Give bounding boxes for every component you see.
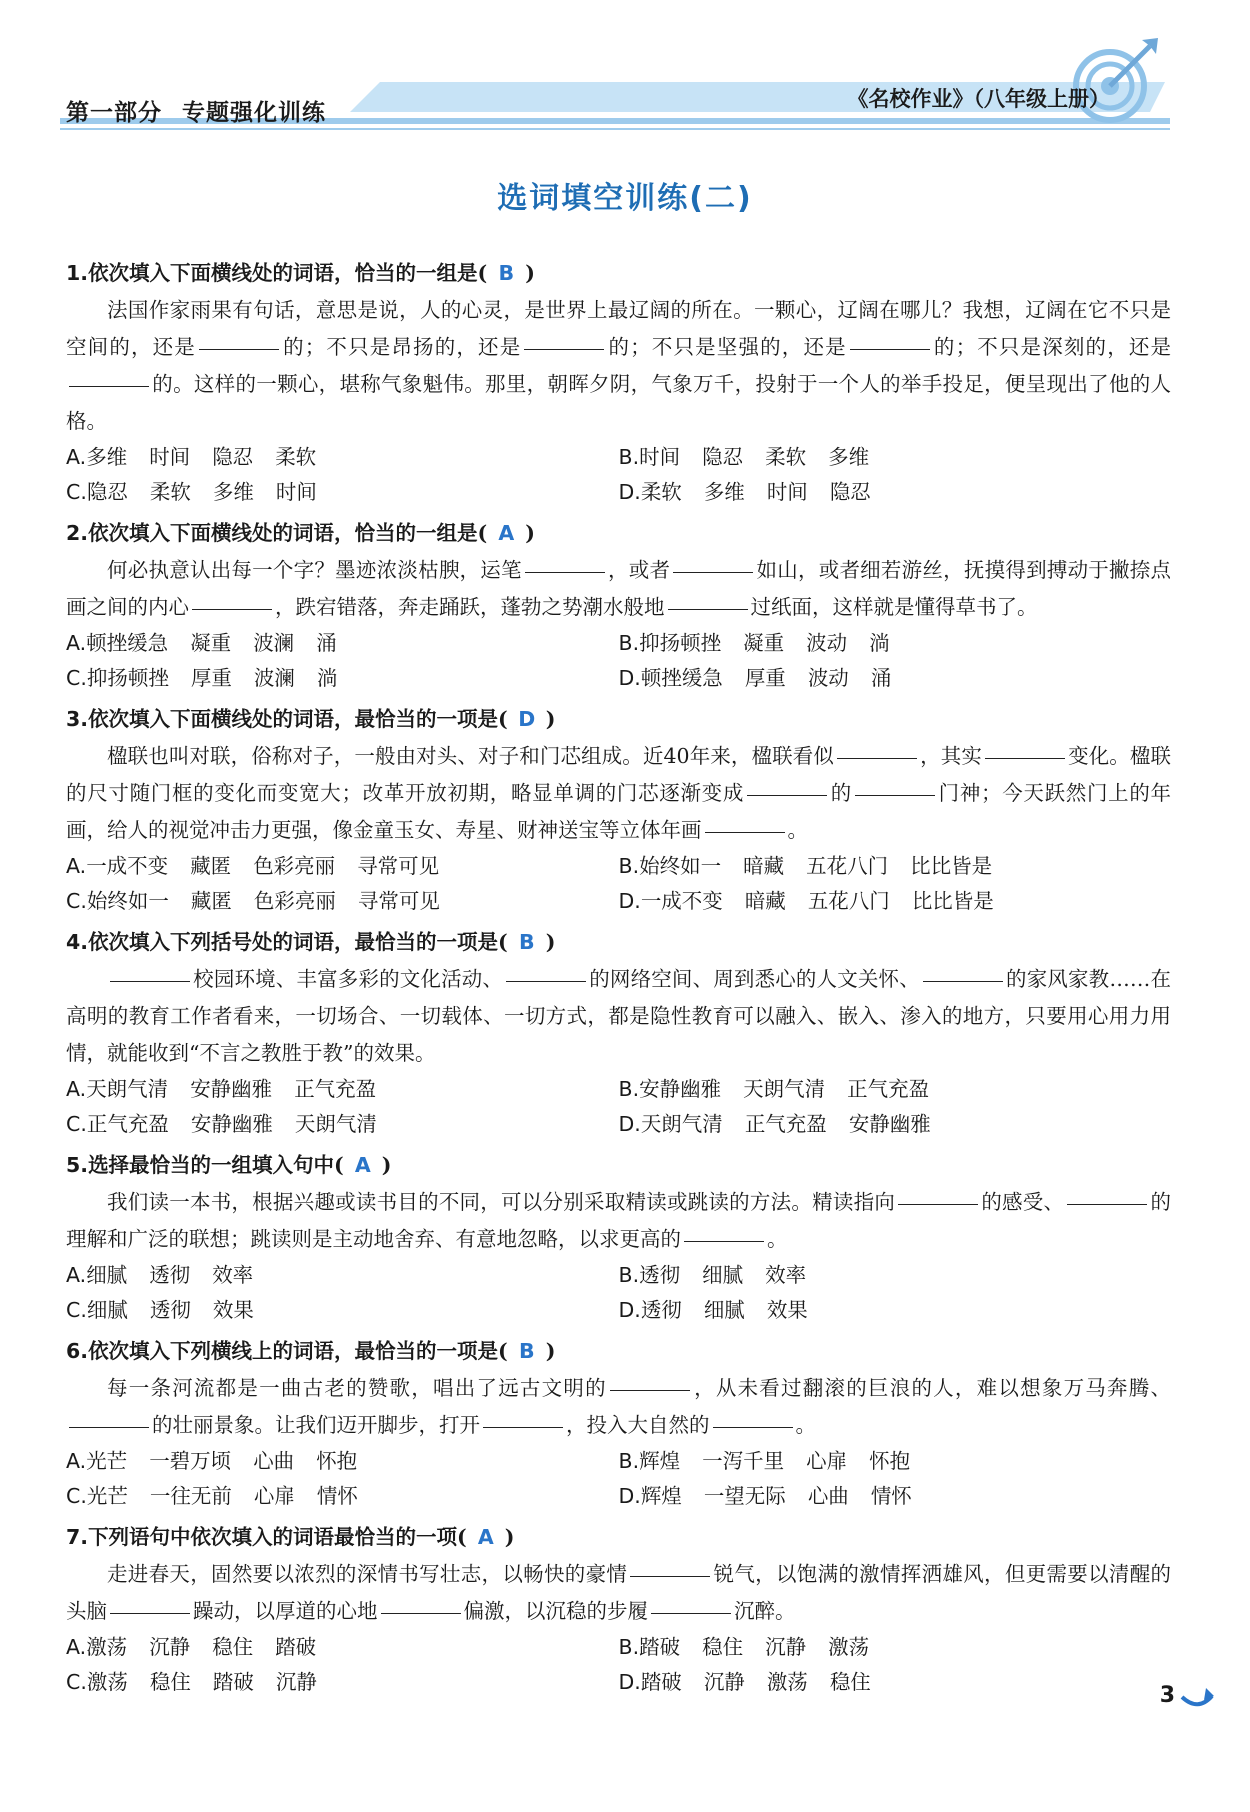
question-7 [66,1518,1171,1700]
passage-segment: 走进春天，固然要以浓烈的深情书写壮志，以畅快的豪情 [107,1562,628,1586]
option-label: B. [618,1077,640,1101]
option-word: 色彩亮丽 [253,889,336,913]
question-stem [66,1146,1171,1184]
option-word: 时间 [639,445,681,469]
passage-segment: 的家风家教……在高明的教育工作者看来，一切场合、一切载体、一切方式，都是隐性教育可以融入、嵌入、渗入的地方，只要用心用力用情，就能收到“不言之教胜于教”的效果。 [66,967,1172,1065]
option-word: 凝重 [743,631,785,655]
option-word: 沉静 [703,1670,745,1694]
option-word: 效率 [212,1263,254,1287]
option-word: 波动 [807,666,849,690]
passage-segment: 何必执意认出每一个字？墨迹浓淡枯腴，运笔 [107,558,522,582]
question-2 [66,514,1171,696]
option-label: A. [66,854,87,878]
passage-segment: 。 [787,818,808,842]
option-word: 始终如一 [86,889,169,913]
answer-mark: A [354,1153,371,1177]
option-word: 安静幽雅 [848,1112,931,1136]
option-word: 多维 [828,445,870,469]
option-word: 寻常可见 [357,889,440,913]
option-word: 细腻 [702,1263,744,1287]
fill-blank [713,1426,793,1428]
option-c [66,475,619,510]
page-header [0,0,1250,140]
fill-blank [610,1389,690,1391]
question-text-end: ) [504,1525,515,1549]
question-passage [66,1184,1171,1258]
header-section-label [66,94,326,127]
question-text-end: ) [545,707,556,731]
option-b [619,1072,1172,1107]
passage-segment: 楹联也叫对联，俗称对子，一般由对头、对子和门芯组成。近40年来，楹联看似 [107,744,834,768]
passage-segment: 的；不只是昂扬的，还是 [281,335,522,359]
option-word: 效果 [212,1298,254,1322]
options [66,1630,1171,1700]
answer-mark: A [498,521,515,545]
passage-segment: 如山，或者细若游丝，抚摸得到搏动于撇捺点画之间的内心 [66,558,1172,619]
question-passage [66,961,1171,1072]
question-passage [66,1556,1171,1630]
passage-segment: ，其实 [920,744,982,768]
page-title: 选词填空训练(二) [497,181,753,216]
option-c [66,1665,619,1700]
option-word: 辉煌 [639,1449,681,1473]
option-word: 比比皆是 [910,854,993,878]
option-word: 天朗气清 [294,1112,377,1136]
passage-segment: ，跌宕错落，奔走踊跃，蓬勃之势潮水般地 [275,595,665,619]
passage-segment: ，从未看过翻滚的巨浪的人，难以想象万马奔腾、 [692,1376,1172,1400]
question-5 [66,1146,1171,1328]
page-number: 3 [1159,1683,1175,1708]
passage-segment: 偏激，以沉稳的步履 [463,1599,648,1623]
option-word: 顿挫缓急 [86,631,169,655]
question-number: 5. [66,1153,89,1177]
option-label: C. [66,889,87,913]
option-word: 正气充盈 [294,1077,377,1101]
option-word: 多维 [703,480,745,504]
option-c [66,1479,619,1514]
question-text-end: ) [545,1339,556,1363]
option-c [66,884,619,919]
fill-blank [668,608,748,610]
question-number: 7. [66,1525,89,1549]
options [66,440,1171,510]
option-word: 藏匿 [190,854,232,878]
option-word: 透彻 [149,1263,191,1287]
option-a [66,1630,619,1665]
option-label: A. [66,631,87,655]
fill-blank [483,1426,563,1428]
passage-segment: 的感受、 [981,1190,1065,1214]
fill-blank [69,1426,149,1428]
question-list [66,254,1171,1704]
option-word: 柔软 [275,445,317,469]
arrow-icon [1180,1682,1216,1712]
option-word: 暗藏 [743,854,785,878]
options [66,849,1171,919]
header-part: 第一部分 [66,100,162,126]
passage-segment: 沉醉。 [734,1599,796,1623]
option-label: D. [618,1298,641,1322]
question-text: 依次填入下面横线处的词语，最恰当的一项是( [88,707,508,731]
passage-segment: 躁动，以厚道的心地 [193,1599,378,1623]
answer-mark: B [518,930,535,954]
options [66,1072,1171,1142]
fill-blank [898,1203,978,1205]
option-b [619,1630,1172,1665]
passage-segment: 的。这样的一颗心，堪称气象魁伟。那里，朝晖夕阴，气象万千，投射于一个人的举手投足，便呈现出了他的人格。 [66,372,1171,433]
question-stem [66,923,1171,961]
options [66,1258,1171,1328]
option-word: 顿挫缓急 [640,666,723,690]
option-word: 厚重 [190,666,232,690]
option-label: C. [66,1670,87,1694]
fill-blank [525,571,605,573]
option-word: 激荡 [86,1635,128,1659]
option-word: 寻常可见 [357,854,440,878]
fill-blank [69,385,149,387]
answer-mark: B [498,261,515,285]
option-word: 效果 [766,1298,808,1322]
answer-mark: A [477,1525,494,1549]
option-d [619,1665,1172,1700]
option-word: 涌 [316,631,337,655]
passage-segment: 的理解和广泛的联想；跳读则是主动地舍弃、有意地忽略，以求更高的 [66,1190,1172,1251]
option-word: 淌 [869,631,890,655]
fill-blank [985,757,1065,759]
fill-blank [673,571,753,573]
option-d [619,884,1172,919]
option-word: 激荡 [86,1670,128,1694]
option-label: A. [66,1635,87,1659]
question-text: 依次填入下列括号处的词语，最恰当的一项是( [88,930,508,954]
option-b [619,849,1172,884]
answer-mark: B [518,1339,535,1363]
option-word: 安静幽雅 [190,1112,273,1136]
question-number: 4. [66,930,89,954]
question-number: 1. [66,261,89,285]
option-word: 凝重 [190,631,232,655]
option-word: 稳住 [212,1635,254,1659]
option-word: 一泻千里 [702,1449,785,1473]
option-word: 情怀 [870,1484,912,1508]
option-word: 激荡 [766,1670,808,1694]
fill-blank [110,1612,190,1614]
option-word: 五花八门 [806,854,889,878]
fill-blank [651,1612,731,1614]
header-book-title: 《名校作业》（八年级上册） [847,87,1110,111]
fill-blank [381,1612,461,1614]
option-word: 柔软 [640,480,682,504]
option-word: 藏匿 [190,889,232,913]
option-word: 隐忍 [829,480,871,504]
option-word: 心扉 [253,1484,295,1508]
option-label: D. [618,1112,641,1136]
option-label: D. [618,666,641,690]
option-label: D. [618,1670,641,1694]
option-label: A. [66,1077,87,1101]
option-label: B. [618,445,640,469]
option-word: 光芒 [86,1484,128,1508]
option-label: C. [66,666,87,690]
option-label: A. [66,1263,87,1287]
option-word: 天朗气清 [743,1077,826,1101]
passage-segment: ，投入大自然的 [566,1413,710,1437]
question-passage [66,1370,1171,1444]
option-d [619,1107,1172,1142]
question-passage [66,552,1171,626]
fill-blank [630,1575,710,1577]
option-label: C. [66,1484,87,1508]
option-word: 一往无前 [149,1484,232,1508]
option-word: 稳住 [149,1670,191,1694]
passage-segment: 过纸面，这样就是懂得草书了。 [750,595,1038,619]
option-d [619,475,1172,510]
question-stem [66,700,1171,738]
option-label: B. [618,1449,640,1473]
option-word: 正气充盈 [86,1112,169,1136]
option-word: 激荡 [828,1635,870,1659]
option-label: B. [618,1635,640,1659]
option-a [66,849,619,884]
option-word: 时间 [766,480,808,504]
passage-segment: ，或者 [607,558,671,582]
option-word: 透彻 [149,1298,191,1322]
option-c [66,1293,619,1328]
option-word: 怀抱 [869,1449,911,1473]
question-stem [66,254,1171,292]
option-word: 柔软 [149,480,191,504]
option-word: 稳住 [702,1635,744,1659]
option-word: 一成不变 [640,889,723,913]
option-word: 辉煌 [640,1484,682,1508]
option-label: D. [618,889,641,913]
question-passage [66,292,1171,440]
question-stem [66,1518,1171,1556]
option-word: 多维 [86,445,128,469]
option-word: 五花八门 [807,889,890,913]
option-word: 心扉 [806,1449,848,1473]
question-stem [66,1332,1171,1370]
question-text-end: ) [525,261,535,285]
option-word: 波动 [806,631,848,655]
passage-segment: 锐气，以饱满的激情挥洒雄风，但更需要以清醒的头脑 [66,1562,1172,1623]
passage-segment: 变化。楹联的尺寸随门框的变化而变宽大；改革开放初期，略显单调的门芯逐渐变成 [66,744,1172,805]
option-word: 天朗气清 [86,1077,169,1101]
question-number: 2. [66,521,89,545]
option-word: 时间 [275,480,317,504]
option-word: 细腻 [86,1298,128,1322]
fill-blank [199,348,279,350]
option-label: A. [66,445,87,469]
fill-blank [524,348,604,350]
passage-segment: 的网络空间、周到悉心的人文关怀、 [589,967,920,991]
question-text: 选择最恰当的一组填入句中( [88,1153,344,1177]
option-label: B. [618,631,640,655]
option-a [66,1258,619,1293]
option-c [66,661,619,696]
option-word: 抑扬顿挫 [86,666,169,690]
option-b [619,626,1172,661]
option-word: 一望无际 [703,1484,786,1508]
option-word: 波澜 [253,631,295,655]
option-word: 心曲 [807,1484,849,1508]
option-label: C. [66,480,87,504]
option-word: 暗藏 [744,889,786,913]
option-a [66,626,619,661]
options [66,626,1171,696]
option-word: 一碧万顷 [149,1449,232,1473]
option-word: 色彩亮丽 [253,854,336,878]
header-topic: 专题强化训练 [182,100,326,126]
question-passage [66,738,1171,849]
option-label: D. [618,480,641,504]
fill-blank [192,608,272,610]
option-label: C. [66,1298,87,1322]
option-word: 沉静 [149,1635,191,1659]
option-d [619,1479,1172,1514]
option-label: B. [618,1263,640,1287]
option-a [66,440,619,475]
option-word: 时间 [149,445,191,469]
option-word: 安静幽雅 [639,1077,722,1101]
option-word: 沉静 [275,1670,317,1694]
options [66,1444,1171,1514]
option-word: 抑扬顿挫 [639,631,722,655]
option-word: 光芒 [86,1449,128,1473]
option-word: 踏破 [275,1635,317,1659]
passage-segment: 的；不只是坚强的，还是 [607,335,847,359]
question-4 [66,923,1171,1142]
passage-segment: 的壮丽景象。让我们迈开脚步，打开 [152,1413,480,1437]
option-word: 心曲 [253,1449,295,1473]
question-text-end: ) [545,930,556,954]
option-word: 隐忍 [212,445,254,469]
option-word: 波澜 [253,666,295,690]
question-3 [66,700,1171,919]
option-word: 踏破 [640,1670,682,1694]
option-a [66,1444,619,1479]
option-word: 效率 [765,1263,807,1287]
option-word: 隐忍 [86,480,128,504]
passage-segment: 每一条河流都是一曲古老的赞歌，唱出了远古文明的 [107,1376,607,1400]
option-a [66,1072,619,1107]
fill-blank [506,980,586,982]
option-d [619,1293,1172,1328]
option-b [619,1258,1172,1293]
question-text-end: ) [525,521,535,545]
passage-segment: 的；不只是深刻的，还是 [932,335,1172,359]
option-word: 透彻 [639,1263,681,1287]
option-b [619,1444,1172,1479]
question-1 [66,254,1171,510]
fill-blank [923,980,1003,982]
fill-blank [747,794,827,796]
option-word: 稳住 [829,1670,871,1694]
question-text-end: ) [381,1153,392,1177]
passage-segment: 。 [767,1227,788,1251]
option-word: 隐忍 [702,445,744,469]
option-label: C. [66,1112,87,1136]
option-word: 正气充盈 [744,1112,827,1136]
fill-blank [684,1240,764,1242]
option-word: 细腻 [86,1263,128,1287]
question-number: 6. [66,1339,89,1363]
fill-blank [855,794,935,796]
option-word: 一成不变 [86,854,169,878]
option-word: 始终如一 [639,854,722,878]
option-word: 多维 [212,480,254,504]
answer-mark: D [518,707,536,731]
question-text: 依次填入下面横线处的词语，恰当的一组是( [88,521,488,545]
passage-segment: 门神；今天跃然门上的年画，给人的视觉冲击力更强，像金童玉女、寿星、财神送宝等立体年画 [66,781,1172,842]
passage-segment: 法国作家雨果有句话，意思是说，人的心灵，是世界上最辽阔的所在。一颗心，辽阔在哪儿？我想，辽阔在它不只是空间的，还是 [66,298,1171,359]
option-word: 厚重 [744,666,786,690]
question-text: 下列语句中依次填入的词语最恰当的一项( [88,1525,467,1549]
fill-blank [110,980,190,982]
option-word: 踏破 [212,1670,254,1694]
option-word: 安静幽雅 [190,1077,273,1101]
question-number: 3. [66,707,89,731]
option-word: 淌 [316,666,338,690]
fill-blank [1067,1203,1147,1205]
option-word: 正气充盈 [847,1077,930,1101]
option-word: 比比皆是 [911,889,994,913]
fill-blank [850,348,930,350]
fill-blank [705,831,785,833]
passage-segment: 的 [830,781,852,805]
option-word: 情怀 [316,1484,358,1508]
option-label: A. [66,1449,87,1473]
question-text: 依次填入下列横线上的词语，最恰当的一项是( [88,1339,508,1363]
passage-segment: 校园环境、丰富多彩的文化活动、 [193,967,504,991]
fill-blank [837,757,917,759]
option-word: 踏破 [639,1635,681,1659]
option-c [66,1107,619,1142]
passage-segment: 。 [795,1413,816,1437]
option-word: 柔软 [765,445,807,469]
option-label: D. [618,1484,641,1508]
option-d [619,661,1172,696]
question-6 [66,1332,1171,1514]
option-word: 天朗气清 [640,1112,723,1136]
option-word: 涌 [870,666,892,690]
option-word: 细腻 [703,1298,745,1322]
option-word: 沉静 [765,1635,807,1659]
question-text: 依次填入下面横线处的词语，恰当的一组是( [88,261,488,285]
option-b [619,440,1172,475]
option-word: 怀抱 [316,1449,358,1473]
option-label: B. [618,854,640,878]
question-stem [66,514,1171,552]
passage-segment: 我们读一本书，根据兴趣或读书目的不同，可以分别采取精读或跳读的方法。精读指向 [107,1190,896,1214]
option-word: 透彻 [640,1298,682,1322]
